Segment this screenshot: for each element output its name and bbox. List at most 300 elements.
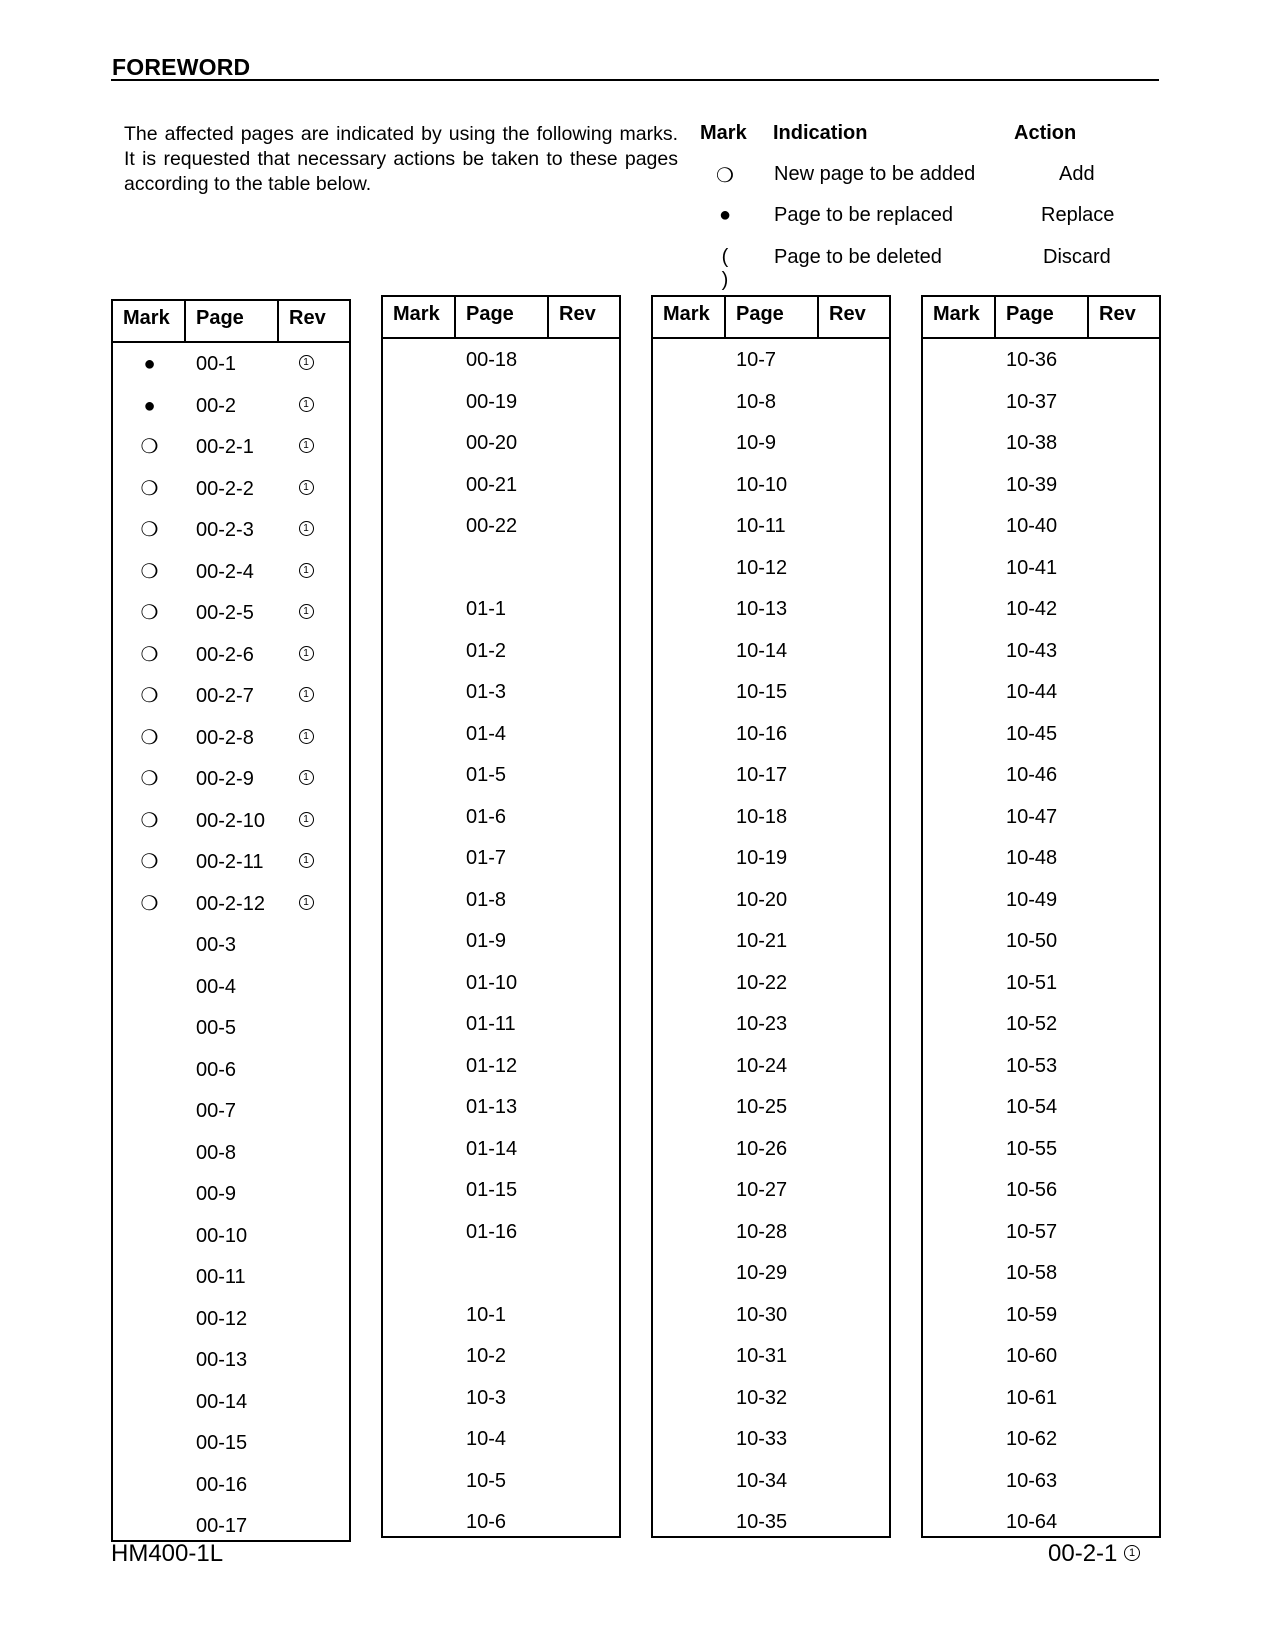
table-row (653, 799, 889, 841)
table-row (653, 882, 889, 924)
row-page: 10-3 (466, 1386, 507, 1409)
column-header-mark: Mark (383, 297, 456, 337)
legend-header-indication: Indication (773, 122, 868, 144)
row-page: 10-5 (466, 1469, 507, 1492)
row-mark: ❍ (140, 685, 159, 707)
row-page: 10-53 (1006, 1054, 1058, 1077)
table-header (653, 297, 889, 339)
row-mark: ● (143, 394, 156, 417)
row-page: 10-33 (736, 1428, 788, 1450)
table-row (923, 550, 1159, 592)
row-page: 10-21 (736, 930, 788, 952)
table-row (383, 1255, 619, 1297)
footer-rev-icon: 1 (1124, 1545, 1140, 1561)
row-page: 00-9 (196, 1183, 237, 1205)
table-row (383, 425, 619, 467)
row-page: 10-46 (1006, 764, 1058, 786)
row-page: 10-41 (1006, 556, 1058, 579)
table-row (383, 716, 619, 758)
table-row (923, 882, 1159, 924)
row-rev (291, 512, 321, 549)
row-page: 10-2 (466, 1345, 507, 1367)
row-page: 10-9 (736, 432, 777, 454)
table-row (383, 384, 619, 426)
row-page: 10-8 (736, 390, 777, 413)
row-page: 00-2-4 (196, 560, 254, 583)
row-page: 10-14 (736, 639, 788, 662)
table-row (113, 1342, 349, 1384)
table-row (923, 799, 1159, 841)
row-page: 00-22 (466, 515, 518, 537)
row-page: 10-50 (1006, 930, 1058, 952)
row-page: 10-47 (1006, 805, 1058, 828)
row-mark: ❍ (140, 768, 159, 790)
column-header-page: Page (726, 297, 819, 337)
page-table-4 (921, 295, 1161, 1538)
revision-circle-icon: 1 (299, 563, 314, 578)
row-page: 01-16 (466, 1220, 518, 1243)
row-page: 00-19 (466, 390, 518, 413)
table-row (113, 1093, 349, 1135)
table-row (923, 633, 1159, 675)
row-page: 00-6 (196, 1058, 237, 1081)
table-row (113, 761, 349, 803)
row-page: 01-4 (466, 722, 507, 745)
table-row (923, 1006, 1159, 1048)
row-mark: ❍ (140, 477, 159, 500)
row-rev (291, 761, 321, 798)
row-page: 00-2-2 (196, 477, 254, 500)
row-page: 10-27 (736, 1179, 788, 1201)
row-page: 00-14 (196, 1390, 248, 1413)
row-page: 10-29 (736, 1262, 788, 1284)
legend-mark-delete: ( ) (721, 246, 743, 291)
table-row (113, 512, 349, 554)
row-rev (291, 844, 321, 881)
row-page: 10-30 (736, 1303, 788, 1326)
table-row (653, 1131, 889, 1173)
row-rev (291, 554, 321, 591)
table-header (113, 301, 349, 343)
row-page: 10-64 (1006, 1511, 1058, 1533)
table-row (653, 550, 889, 592)
table-row (383, 1297, 619, 1339)
revision-circle-icon: 1 (299, 604, 314, 619)
footer-page-number (1048, 1540, 1140, 1568)
row-mark: ❍ (140, 519, 159, 541)
table-row (923, 1338, 1159, 1380)
table-row (923, 674, 1159, 716)
revision-circle-icon: 1 (299, 438, 314, 453)
row-rev (291, 429, 321, 466)
section-title: FOREWORD (112, 54, 251, 80)
page-table-1 (111, 299, 351, 1542)
revision-circle-icon: 1 (299, 687, 314, 702)
table-row (653, 1504, 889, 1546)
legend-action-replace: Replace (1041, 204, 1115, 226)
column-header-mark: Mark (113, 301, 186, 341)
column-header-page: Page (996, 297, 1089, 337)
legend-header-action: Action (1014, 122, 1077, 144)
table-row (653, 591, 889, 633)
table-row (383, 757, 619, 799)
table-row (383, 923, 619, 965)
legend-mark-new: ❍ (716, 165, 734, 187)
column-header-page: Page (456, 297, 549, 337)
intro-text: The affected pages are indicated by using the following marks. It is requested that necessary actions be taken to these pages according to the table below. (124, 123, 678, 195)
table-row (923, 923, 1159, 965)
row-page: 10-28 (736, 1220, 788, 1243)
row-rev (291, 886, 321, 923)
table-row (653, 840, 889, 882)
table-row (653, 965, 889, 1007)
table-row (113, 969, 349, 1011)
row-mark: ❍ (140, 560, 159, 583)
row-page: 10-17 (736, 764, 788, 786)
table-row (923, 1131, 1159, 1173)
row-page: 10-31 (736, 1345, 788, 1367)
row-rev (291, 678, 321, 715)
row-page: 00-3 (196, 934, 237, 956)
table-row (653, 1421, 889, 1463)
table-row (383, 1048, 619, 1090)
row-page: 00-17 (196, 1515, 248, 1537)
row-page: 10-7 (736, 349, 777, 371)
row-page: 01-14 (466, 1137, 518, 1160)
table-row (113, 637, 349, 679)
table-row (923, 384, 1159, 426)
table-row (383, 1131, 619, 1173)
table-row (383, 1089, 619, 1131)
row-page: 00-4 (196, 975, 237, 998)
row-page: 10-35 (736, 1511, 788, 1533)
row-page: 01-15 (466, 1179, 518, 1201)
table-row (383, 674, 619, 716)
table-row (383, 1214, 619, 1256)
row-page: 10-11 (736, 515, 786, 537)
footer-page: 00-2-1 (1048, 1540, 1118, 1567)
row-page: 01-13 (466, 1096, 518, 1118)
table-row (383, 840, 619, 882)
legend-indication-new: New page to be added (774, 163, 976, 185)
table-row (113, 1425, 349, 1467)
row-page: 10-56 (1006, 1179, 1058, 1201)
table-header (923, 297, 1159, 339)
table-row (653, 674, 889, 716)
row-page: 01-11 (466, 1013, 516, 1035)
row-page: 10-25 (736, 1096, 788, 1118)
row-page: 00-5 (196, 1017, 237, 1039)
row-page: 10-48 (1006, 847, 1058, 869)
row-mark: ❍ (140, 809, 159, 832)
row-page: 00-12 (196, 1307, 248, 1330)
legend-header-mark: Mark (700, 122, 747, 144)
row-rev (291, 720, 321, 757)
row-rev (291, 637, 321, 674)
row-page: 00-13 (196, 1349, 248, 1371)
revision-circle-icon: 1 (299, 729, 314, 744)
table-row (113, 554, 349, 596)
row-page: 10-4 (466, 1428, 507, 1450)
table-row (113, 844, 349, 886)
table-row (383, 1172, 619, 1214)
table-body (653, 339, 889, 1546)
table-row (653, 923, 889, 965)
row-page: 00-20 (466, 432, 518, 454)
table-row (923, 425, 1159, 467)
row-page: 10-60 (1006, 1345, 1058, 1367)
row-mark: ❍ (140, 851, 159, 873)
row-page: 10-51 (1006, 971, 1058, 994)
table-row (653, 384, 889, 426)
row-page: 10-23 (736, 1013, 788, 1035)
row-page: 10-55 (1006, 1137, 1058, 1160)
row-rev (291, 346, 321, 383)
row-page: 00-2-6 (196, 643, 254, 666)
revision-circle-icon: 1 (299, 812, 314, 827)
table-row (653, 1006, 889, 1048)
table-row (383, 965, 619, 1007)
table-row (113, 927, 349, 969)
table-row (113, 803, 349, 845)
table-row (113, 471, 349, 513)
row-page: 10-32 (736, 1386, 788, 1409)
footer-model: HM400-1L (111, 1540, 224, 1567)
row-page: 00-2-12 (196, 892, 265, 915)
row-page: 10-19 (736, 847, 788, 869)
row-page: 00-2-10 (196, 809, 265, 832)
row-page: 10-54 (1006, 1096, 1058, 1118)
row-page: 01-5 (466, 764, 507, 786)
row-page: 00-2-1 (196, 436, 254, 458)
table-row (383, 882, 619, 924)
revision-circle-icon: 1 (299, 895, 314, 910)
column-header-page: Page (186, 301, 279, 341)
table-row (653, 342, 889, 384)
revision-circle-icon: 1 (299, 480, 314, 495)
table-row (653, 1380, 889, 1422)
row-page: 10-43 (1006, 639, 1058, 662)
row-page: 10-39 (1006, 473, 1058, 496)
table-row (923, 716, 1159, 758)
table-row (653, 1172, 889, 1214)
column-header-rev: Rev (289, 307, 326, 329)
row-page: 00-16 (196, 1473, 248, 1496)
row-page: 00-2-3 (196, 519, 254, 541)
table-row (923, 1421, 1159, 1463)
row-page: 00-8 (196, 1141, 237, 1164)
row-page: 10-26 (736, 1137, 788, 1160)
column-header-mark: Mark (923, 297, 996, 337)
legend-indication-replace: Page to be replaced (774, 204, 954, 226)
row-page: 10-37 (1006, 390, 1058, 413)
table-row (923, 1214, 1159, 1256)
row-page: 10-22 (736, 971, 788, 994)
row-mark: ❍ (140, 726, 159, 749)
row-page: 10-59 (1006, 1303, 1058, 1326)
row-page: 10-12 (736, 556, 788, 579)
row-rev (291, 388, 321, 425)
table-row (113, 886, 349, 928)
row-page: 10-38 (1006, 432, 1058, 454)
row-page: 00-2-8 (196, 726, 254, 749)
legend-indication-delete: Page to be deleted (774, 246, 942, 268)
row-page: 10-1 (466, 1303, 507, 1326)
table-body (113, 343, 349, 1550)
row-page: 10-58 (1006, 1262, 1058, 1284)
row-page: 10-45 (1006, 722, 1058, 745)
row-mark: ❍ (140, 436, 159, 458)
table-row (653, 757, 889, 799)
table-row (113, 1176, 349, 1218)
table-row (113, 1010, 349, 1052)
row-page: 00-21 (466, 473, 518, 496)
row-page: 10-16 (736, 722, 788, 745)
table-row (383, 799, 619, 841)
row-rev (291, 803, 321, 840)
table-row (923, 342, 1159, 384)
table-row (653, 633, 889, 675)
table-row (923, 965, 1159, 1007)
row-page: 00-2-11 (196, 851, 264, 873)
table-row (653, 1463, 889, 1505)
table-row (383, 1006, 619, 1048)
table-row (923, 1172, 1159, 1214)
table-row (923, 1297, 1159, 1339)
row-mark: ● (143, 353, 156, 375)
table-row (653, 425, 889, 467)
legend-action-discard: Discard (1043, 246, 1111, 268)
table-row (923, 757, 1159, 799)
row-page: 10-44 (1006, 681, 1058, 703)
row-page: 10-61 (1006, 1386, 1058, 1409)
row-page: 01-2 (466, 639, 507, 662)
table-row (113, 1135, 349, 1177)
page-table-3 (651, 295, 891, 1538)
row-page: 10-24 (736, 1054, 788, 1077)
legend-action-add: Add (1059, 163, 1095, 185)
table-row (923, 840, 1159, 882)
row-page: 10-6 (466, 1511, 507, 1533)
row-page: 00-15 (196, 1432, 248, 1454)
table-row (653, 1214, 889, 1256)
row-page: 00-2-7 (196, 685, 254, 707)
table-row (113, 429, 349, 471)
table-row (923, 1048, 1159, 1090)
row-page: 10-18 (736, 805, 788, 828)
revision-circle-icon: 1 (299, 397, 314, 412)
table-row (653, 508, 889, 550)
table-row (923, 1089, 1159, 1131)
table-row (383, 591, 619, 633)
table-row (113, 1301, 349, 1343)
table-row (653, 1089, 889, 1131)
row-page: 01-1 (466, 598, 507, 620)
table-header (383, 297, 619, 339)
row-page: 01-12 (466, 1054, 518, 1077)
table-row (113, 1467, 349, 1509)
table-row (113, 1052, 349, 1094)
table-row (113, 1218, 349, 1260)
row-page: 10-36 (1006, 349, 1058, 371)
row-mark: ❍ (140, 892, 159, 915)
row-page: 01-7 (466, 847, 507, 869)
table-row (653, 1297, 889, 1339)
column-header-rev: Rev (1099, 303, 1136, 325)
table-row (923, 467, 1159, 509)
row-page: 00-7 (196, 1100, 237, 1122)
row-page: 00-10 (196, 1224, 248, 1247)
row-page: 10-52 (1006, 1013, 1058, 1035)
table-row (383, 1463, 619, 1505)
revision-circle-icon: 1 (299, 770, 314, 785)
revision-circle-icon: 1 (299, 521, 314, 536)
table-row (653, 1048, 889, 1090)
row-page: 10-42 (1006, 598, 1058, 620)
row-page: 10-13 (736, 598, 788, 620)
table-row (923, 591, 1159, 633)
table-row (383, 467, 619, 509)
row-rev (291, 595, 321, 632)
table-row (383, 342, 619, 384)
table-row (383, 1380, 619, 1422)
row-page: 01-9 (466, 930, 507, 952)
table-row (113, 388, 349, 430)
table-row (383, 1338, 619, 1380)
row-page: 01-6 (466, 805, 507, 828)
row-mark: ❍ (140, 643, 159, 666)
revision-circle-icon: 1 (299, 355, 314, 370)
revision-circle-icon: 1 (299, 853, 314, 868)
table-row (383, 633, 619, 675)
row-rev (291, 471, 321, 508)
revision-circle-icon: 1 (299, 646, 314, 661)
legend-mark-replace: ● (718, 204, 732, 226)
table-row (113, 678, 349, 720)
title-rule (111, 79, 1159, 81)
table-row (923, 1463, 1159, 1505)
row-page: 10-20 (736, 888, 788, 911)
row-page: 10-10 (736, 473, 788, 496)
row-page: 10-57 (1006, 1220, 1058, 1243)
row-page: 00-2-9 (196, 768, 254, 790)
row-page: 10-63 (1006, 1469, 1058, 1492)
row-page: 00-2 (196, 394, 237, 417)
row-page: 10-15 (736, 681, 788, 703)
row-page: 01-3 (466, 681, 507, 703)
table-row (383, 1421, 619, 1463)
table-row (653, 467, 889, 509)
row-page: 10-62 (1006, 1428, 1058, 1450)
table-row (113, 720, 349, 762)
row-page: 00-1 (196, 353, 237, 375)
row-page: 01-10 (466, 971, 518, 994)
table-row (653, 1338, 889, 1380)
table-row (923, 1380, 1159, 1422)
table-row (113, 346, 349, 388)
table-row (653, 1255, 889, 1297)
table-row (113, 1259, 349, 1301)
row-page: 10-40 (1006, 515, 1058, 537)
table-row (923, 1255, 1159, 1297)
table-body (383, 339, 619, 1546)
table-row (653, 716, 889, 758)
table-row (383, 508, 619, 550)
table-body (923, 339, 1159, 1546)
table-row (113, 1384, 349, 1426)
row-page: 00-18 (466, 349, 518, 371)
page-table-2 (381, 295, 621, 1538)
